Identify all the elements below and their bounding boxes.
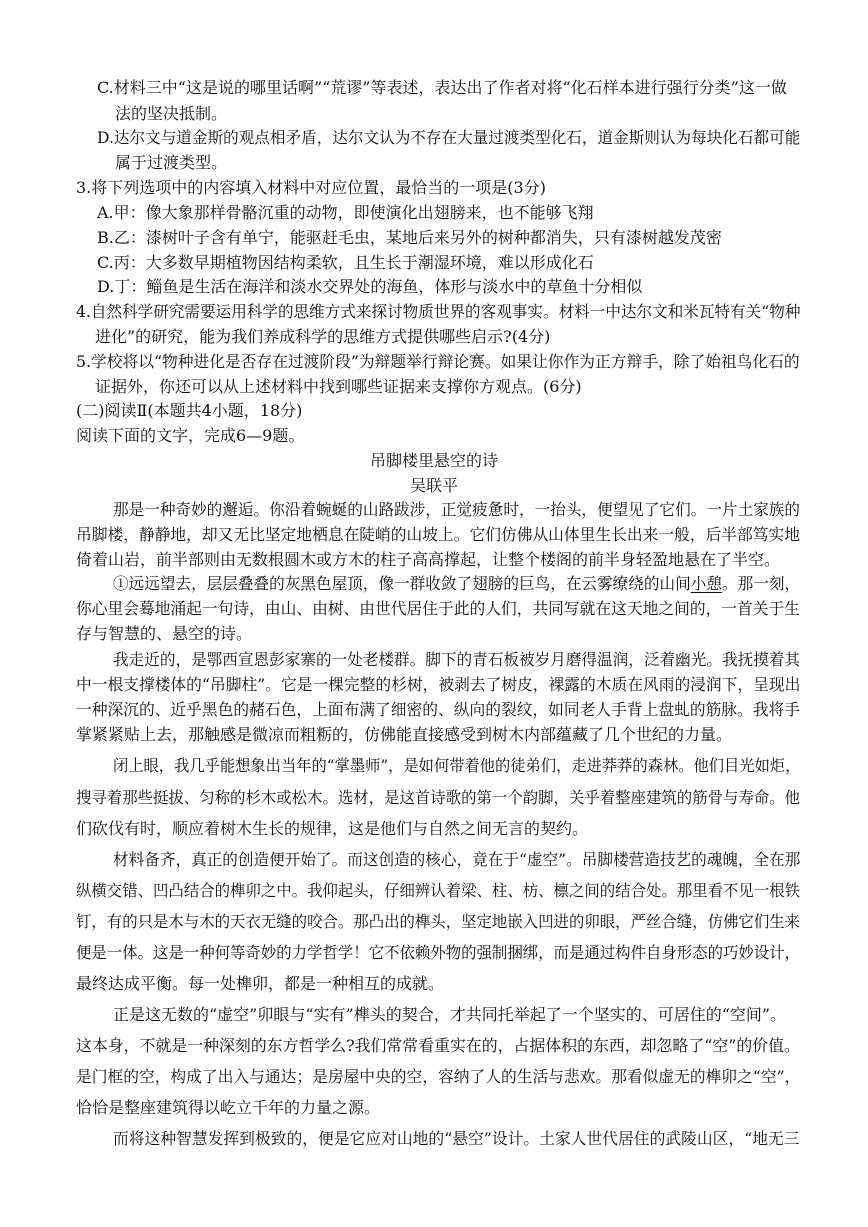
- paragraph-6-line1: 正是这无数的“虚空”卯眼与“实有”榫头的契合，才共同托举起了一个坚实的、可居住的“空间”。: [113, 1005, 787, 1024]
- paragraph-6-line4: 恰恰是整座建筑得以屹立千年的力量之源。: [76, 1098, 381, 1117]
- q4-line2: 进化”的研究，能为我们养成科学的思维方式提供哪些启示?(4分): [95, 327, 551, 346]
- q3-option-c: C.丙：大多数早期植物因结构柔软，且生长于潮湿环境，难以形成化石: [97, 253, 594, 272]
- article-title: 吊脚楼里悬空的诗: [369, 451, 498, 470]
- paragraph-6-line3: 是门框的空，构成了出入与通达；是房屋中央的空，容纳了人的生活与悲欢。那看似虚无的榫卯之“空”，: [76, 1067, 801, 1086]
- paragraph-2-line1: [113, 574, 800, 594]
- paragraph-3-line3: 一种深沉的、近乎黑色的赭石色，上面布满了细密的、纵向的裂纹，如同老人手背上盘虬的筋脉。我将手: [76, 700, 801, 719]
- paragraph-5-line3: 钉，有的只是木与木的天衣无缝的咬合。那凸出的榫头，坚定地嵌入凹进的卯眼，严丝合缝，仿佛它们生来: [76, 912, 801, 931]
- q5-line1: 5.学校将以“物种进化是否存在过渡阶段”为辩题举行辩论赛。如果让你作为正方辩手，除了始祖鸟化石的: [76, 352, 800, 371]
- paragraph-6-line2: 这本身，不就是一种深刻的东方哲学么?我们常常看重实在的，占据体积的东西，却忽略了“空”的价值。: [76, 1036, 800, 1055]
- paragraph-3-line1: 我走近的，是鄂西宣恩彭家寨的一处老楼群。脚下的青石板被岁月磨得温润，泛着幽光。我抚摸着其: [113, 650, 801, 669]
- paragraph-3-line2: 中一根支撑楼体的“吊脚柱”。它是一棵完整的杉树，被剥去了树皮，裸露的木质在风雨的浸润下，呈现出: [76, 675, 801, 694]
- q4-line1: 4.自然科学研究需要运用科学的思维方式来探讨物质世界的客观事实。材料一中达尔文和米瓦特有关“物种: [76, 302, 801, 321]
- paragraph-1-line2: 吊脚楼，静静地，却又无比坚定地栖息在陡峭的山坡上。它们仿佛从山体里生长出来一般，后半部笃实地: [76, 525, 801, 544]
- article-author: 吴联平: [409, 476, 458, 495]
- underlined-word: 小憩: [690, 574, 722, 593]
- q3-stem: 3.将下列选项中的内容填入材料中对应位置，最恰当的一项是(3分): [76, 178, 546, 197]
- paragraph-5-line1: 材料备齐，真正的创造便开始了。而这创造的核心，竟在于“虚空”。吊脚楼营造技艺的魂魄，全在那: [113, 850, 801, 869]
- paragraph-2-text-b: 。那一刻，: [721, 574, 801, 593]
- q3-option-b: B.乙：漆树叶子含有单宁，能驱赶毛虫，某地后来另外的树种都消失，只有漆树越发茂密: [97, 228, 722, 247]
- q2-option-d-line2: 属于过渡类型。: [115, 153, 228, 172]
- paragraph-5-line5: 最终达成平衡。每一处榫卯，都是一种相互的成就。: [76, 974, 445, 993]
- q3-option-a: A.甲：像大象那样骨骼沉重的动物，即使演化出翅膀来，也不能够飞翔: [97, 203, 594, 222]
- paragraph-2-line3: 存与智慧的、悬空的诗。: [76, 624, 253, 643]
- paragraph-2-line2: 你心里会蓦地涌起一句诗，由山、由树、由世代居住于此的人们，共同写就在这天地之间的，一首关于生: [76, 599, 801, 618]
- paragraph-4-line3: 们砍伐有时，顺应着树木生长的规律，这是他们与自然之间无言的契约。: [76, 819, 589, 838]
- paragraph-1-line1: 那是一种奇妙的邂逅。你沿着蜿蜒的山路跋涉，正觉疲惫时，一抬头，便望见了它们。一片土家族的: [113, 500, 801, 519]
- paragraph-1-line3: 倚着山岩，前半部则由无数根圆木或方木的柱子高高撑起，让整个楼阁的前半身轻盈地悬在了半空。: [76, 550, 781, 569]
- paragraph-2-text-a: ①远远望去，层层叠叠的灰黑色屋顶，像一群收敛了翅膀的巨鸟，在云雾缭绕的山间: [113, 574, 691, 593]
- paragraph-3-line4: 掌紧紧贴上去，那触感是微凉而粗粝的，仿佛能直接感受到树木内部蕴藏了几个世纪的力量。: [76, 725, 733, 744]
- q2-option-c-line1: C.材料三中“这是说的哪里话啊”“荒谬”等表述，表达出了作者对将“化石样本进行强行分类”这一做: [97, 78, 787, 97]
- section-instruction: 阅读下面的文字，完成6—9题。: [76, 426, 305, 445]
- q3-option-d: D.丁：鲻鱼是生活在海洋和淡水交界处的海鱼，体形与淡水中的草鱼十分相似: [97, 277, 643, 296]
- q2-option-c-line2: 法的坚决抵制。: [115, 104, 228, 123]
- q5-line2: 证据外，你还可以从上述材料中找到哪些证据来支撑你方观点。(6分): [95, 377, 582, 396]
- paragraph-5-line2: 纵横交错、凹凸结合的榫卯之中。我仰起头，仔细辨认着梁、柱、枋、檩之间的结合处。那里看不见一根铁: [76, 881, 801, 900]
- paragraph-4-line1: 闭上眼，我几乎能想象出当年的“掌墨师”，是如何带着他的徒弟们，走进莽莽的森林。他们目光如炬，: [113, 756, 801, 775]
- q2-option-d-line1: D.达尔文与道金斯的观点相矛盾，达尔文认为不存在大量过渡类型化石，道金斯则认为每块化石都可能: [97, 128, 801, 147]
- paragraph-4-line2: 搜寻着那些挺拔、匀称的杉木或松木。选材，是这首诗歌的第一个韵脚，关乎着整座建筑的筋骨与寿命。他: [76, 788, 801, 807]
- paragraph-7-line1: 而将这种智慧发挥到极致的，便是它应对山地的“悬空”设计。土家人世代居住的武陵山区，“地无三: [113, 1129, 800, 1148]
- paragraph-5-line4: 便是一体。这是一种何等奇妙的力学哲学！它不依赖外物的强制捆绑，而是通过构件自身形态的巧妙设计，: [76, 943, 801, 962]
- section-heading: (二)阅读Ⅱ(本题共4小题，18分): [76, 401, 303, 420]
